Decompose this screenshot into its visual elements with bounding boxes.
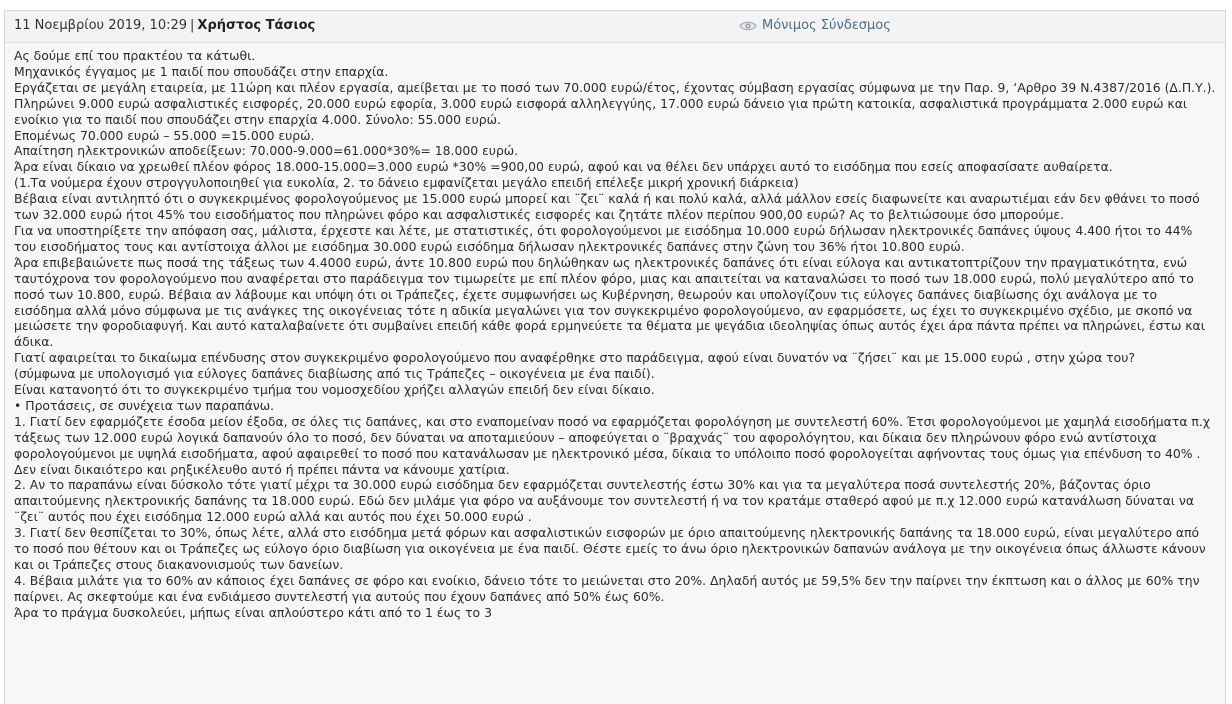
comment-paragraph: Βέβαια είναι αντιληπτό ότι ο συγκεκριμένος φορολογούμενος με 15.000 ευρώ μπορεί και ¨ζει¨ καλά ή και πολύ καλά, αλλά μάλλον εσείς διαφωνείτε και αναρωτιέμαι εάν δεν φθάνει το ποσό των 32.000 ευρώ ήτοι 45% του εισοδήματος που πληρώνει φόρο και ασφαλιστικές εισφορές και ζητάτε πλέον περίπου 900,00 ευρώ? Ας το βελτιώσουμε όσο μπορούμε. bbox=[14, 191, 1200, 223]
comment-meta bbox=[14, 18, 315, 33]
comment-author: Χρήστος Τάσιος bbox=[197, 18, 316, 33]
comment-paragraph: 4. Βέβαια μιλάτε για το 60% αν κάποιος έχει δαπάνες σε φόρο και ενοίκιο, δάνειο τότε το μειώνεται στο 20%. Δηλαδή αυτός με 59,5% δεν την παίρνει την έκπτωση και ο άλλος με 60% την παίρνει. Ας σκεφτούμε και ένα ενδιάμεσο συντελεστή για αυτούς που έχουν δαπάνες από 50% έως 60%. bbox=[14, 572, 1200, 604]
comment-paragraph: Πληρώνει 9.000 ευρώ ασφαλιστικές εισφορές, 20.000 ευρώ εφορία, 3.000 ευρώ εισφορά αλληλεγγύης, 17.000 ευρώ δάνειο για πρώτη κατοικία, ασφαλιστικά προγράμματα 2.000 ευρώ και ενοίκιο για το παιδί που σπουδάζει στην επαρχία 4.000. Σύνολο: 55.000 ευρώ. bbox=[14, 95, 1188, 127]
comment-paragraph: Άρα είναι δίκαιο να χρεωθεί πλέον φόρος 18.000-15.000=3.000 ευρώ *30% =900,00 ευρώ, αφού και να θέλει δεν υπάρχει αυτό το εισόδημα που εσείς αποφασίσατε αυθαίρετα. bbox=[14, 159, 1113, 175]
meta-separator: | bbox=[190, 18, 195, 33]
comment-paragraph: (σύμφωνα με υπολογισμό για εύλογες δαπάνες διαβίωσης από τις Τράπεζες – οικογένεια με ένα παιδί). bbox=[14, 366, 655, 382]
comment-header bbox=[5, 11, 1225, 43]
comment-paragraph: Ας δούμε επί του πρακτέου τα κάτωθι. bbox=[14, 48, 256, 63]
comment-paragraph: Για να υποστηρίξετε την απόφαση σας, μάλιστα, έρχεστε και λέτε, με στατιστικές, ότι φορολογούμενοι με εισόδημα 10.000 ευρώ δήλωσαν ηλεκτρονικές δαπάνες ύψους 4.400 ήτοι το 44% του εισοδήματος τους και αντίστοιχα άλλοι με εισόδημα 30.000 ευρώ εισόδημα δήλωσαν ηλεκτρονικές δαπάνες στην ζώνη του 36% ήτοι 10.800 ευρώ. bbox=[14, 222, 1193, 254]
comment-paragraph: Δεν είναι δικαιότερο και ρηξικέλευθο αυτό ή πρέπει πάντα να κάνουμε χατίρια. bbox=[14, 461, 510, 477]
comment-card bbox=[4, 10, 1226, 704]
comment-date: 11 Νοεμβρίου 2019, 10:29 bbox=[14, 18, 188, 33]
comment-paragraph: Απαίτηση ηλεκτρονικών αποδείξεων: 70.000-9.000=61.000*30%= 18.000 ευρώ. bbox=[14, 143, 519, 159]
comment-paragraph: 1. Γιατί δεν εφαρμόζετε έσοδα μείον έξοδα, σε όλες τις δαπάνες, και στο εναπομείναν ποσό να εφαρμόζεται φορολόγηση με συντελεστή 60%. Έτσι φορολογούμενοι με χαμηλά εισοδήματα π.χ τάξεως των 12.000 ευρώ λογικά δαπανούν όλο το ποσό, δεν δύναται να αποταμιεύουν – αποφεύγεται ο ¨βραχνάς¨ του αφορολόγητου, και δίκαια δεν πληρώνουν φόρο ενώ αντίστοιχα φορολογούμενοι με υψηλά εισοδήματα, αφού αφαιρεθεί το ποσό που κατανάλωσαν με ηλεκτρονικό μέσα, δίκαια το υπόλοιπο ποσό φορολογείται αφήνοντας τους όμως για επένδυση το 40% . bbox=[14, 413, 1210, 461]
comment-paragraph: Είναι κατανοητό ότι το συγκεκριμένο τμήμα του νομοσχεδίου χρήζει αλλαγών επειδή δεν είναι δίκαιο. bbox=[14, 382, 655, 398]
comment-body bbox=[14, 48, 1218, 621]
comment-paragraph: Άρα επιβεβαιώνετε πως ποσά της τάξεως των 4.4000 ευρώ, άντε 10.800 ευρώ που δηλώθηκαν ως ηλεκτρονικές δαπάνες ότι είναι εύλογα και αντικατοπτρίζουν την πραγματικότητα, ενώ ταυτόχρονα τον φορολογούμενο που αναφέρεται στο παράδειγμα τον τιμωρείτε με επί πλέον φόρο, μιας και απαιτείται να καταναλώσει το ποσό των 18.000 ευρώ, πολύ μεγαλύτερο από το ποσό των 10.800, ευρώ. Βέβαια αν λάβουμε και υπόψη ότι οι Τράπεζες, έχετε συμφωνήσει ως Κυβέρνηση, θεωρούν και υπολογίζουν τις εύλογες δαπάνες διαβίωσης όχι ανάλογα με το εισόδημα αλλά μόνο σύμφωνα με τις ανάγκες της οικογένειας τότε η αδικία μεγαλώνει για τον συγκεκριμένο φορολογούμενο, αν εφαρμόσετε, ως έχει το συγκεκριμένο σχέδιο, με σκοπό να μειώσετε την φοροδιαφυγή. Και αυτό καταλαβαίνετε ότι συμβαίνει επειδή κάθε φορά ερμηνεύετε τα θέματα με ψεγάδια ιδεοληψίας όπως αυτός έχει άρα πάντα πρέπει να πληρώνει, έστω και άδικα. bbox=[14, 254, 1205, 350]
permalink-label: Μόνιμος Σύνδεσμος bbox=[762, 18, 891, 33]
comment-paragraph: (1.Τα νούμερα έχουν στρογγυλοποιηθεί για ευκολία, 2. το δάνειο εμφανίζεται μεγάλο επειδή επέλεξε μικρή χρονική διάρκεια) bbox=[14, 175, 799, 191]
permalink-link[interactable] bbox=[739, 18, 891, 33]
comment-paragraph: • Προτάσεις, σε συνέχεια των παραπάνω. bbox=[14, 397, 275, 413]
comment-paragraph: 3. Γιατί δεν θεσπίζεται το 30%, όπως λέτε, αλλά στο εισόδημα μετά φόρων και ασφαλιστικών εισφορών με όριο απαιτούμενης ηλεκτρονικής δαπάνης τα 18.000 ευρώ, είναι μεγαλύτερο από το ποσό που θέτουν και οι Τράπεζες ως εύλογο όριο διαβίωση για οικογένεια με ένα παιδί. Θέστε εμείς το άνω όριο ηλεκτρονικών δαπανών ανάλογα με την οικογένεια όπως άλλωστε κάνουν και οι Τράπεζες στους διακανονισμούς των δανείων. bbox=[14, 525, 1206, 572]
comment-paragraph: Επομένως 70.000 ευρώ – 55.000 =15.000 ευρώ. bbox=[14, 127, 315, 143]
comment-paragraph: Άρα το πράγμα δυσκολεύει, μήπως είναι απλούστερο κάτι από το 1 έως το 3 bbox=[14, 604, 492, 620]
comment-paragraph: Εργάζεται σε μεγάλη εταιρεία, με 11ώρη και πλέον εργασία, αμείβεται με το ποσό των 70.000 ευρώ/έτος, έχοντας σύμβαση εργασίας σύμφωνα με την Παρ. 9, ‘Αρθρο 39 Ν.4387/2016 (Δ.Π.Υ.). bbox=[14, 79, 1216, 95]
comment-paragraph: 2. Αν το παραπάνω είναι δύσκολο τότε γιατί μέχρι τα 30.000 ευρώ εισόδημα δεν εφαρμόζεται συντελεστής έστω 30% και για τα μεγαλύτερα ποσά συντελεστής 20%, βάζοντας όριο απαιτούμενης ηλεκτρονικής δαπάνης τα 18.000 ευρώ. Εδώ δεν μιλάμε για φόρο να αυξάνουμε τον συντελεστή ή να τον κρατάμε σταθερό αφού με π.χ 12.000 ευρώ κατανάλωση δύναται να ¨ζει¨ αυτός που έχει εισόδημα 12.000 ευρώ αλλά και αυτός που έχει 50.000 ευρώ . bbox=[14, 477, 1194, 525]
comment-paragraph: Γιατί αφαιρείται το δικαίωμα επένδυσης στον συγκεκριμένο φορολογούμενο που αναφέρθηκε στο παράδειγμα, αφού είναι δυνατόν να ¨ζήσει¨ και με 15.000 ευρώ , στην χώρα του? bbox=[14, 350, 1135, 366]
comment-paragraph: Μηχανικός έγγαμος με 1 παιδί που σπουδάζει στην επαρχία. bbox=[14, 63, 389, 79]
link-icon bbox=[739, 20, 757, 32]
